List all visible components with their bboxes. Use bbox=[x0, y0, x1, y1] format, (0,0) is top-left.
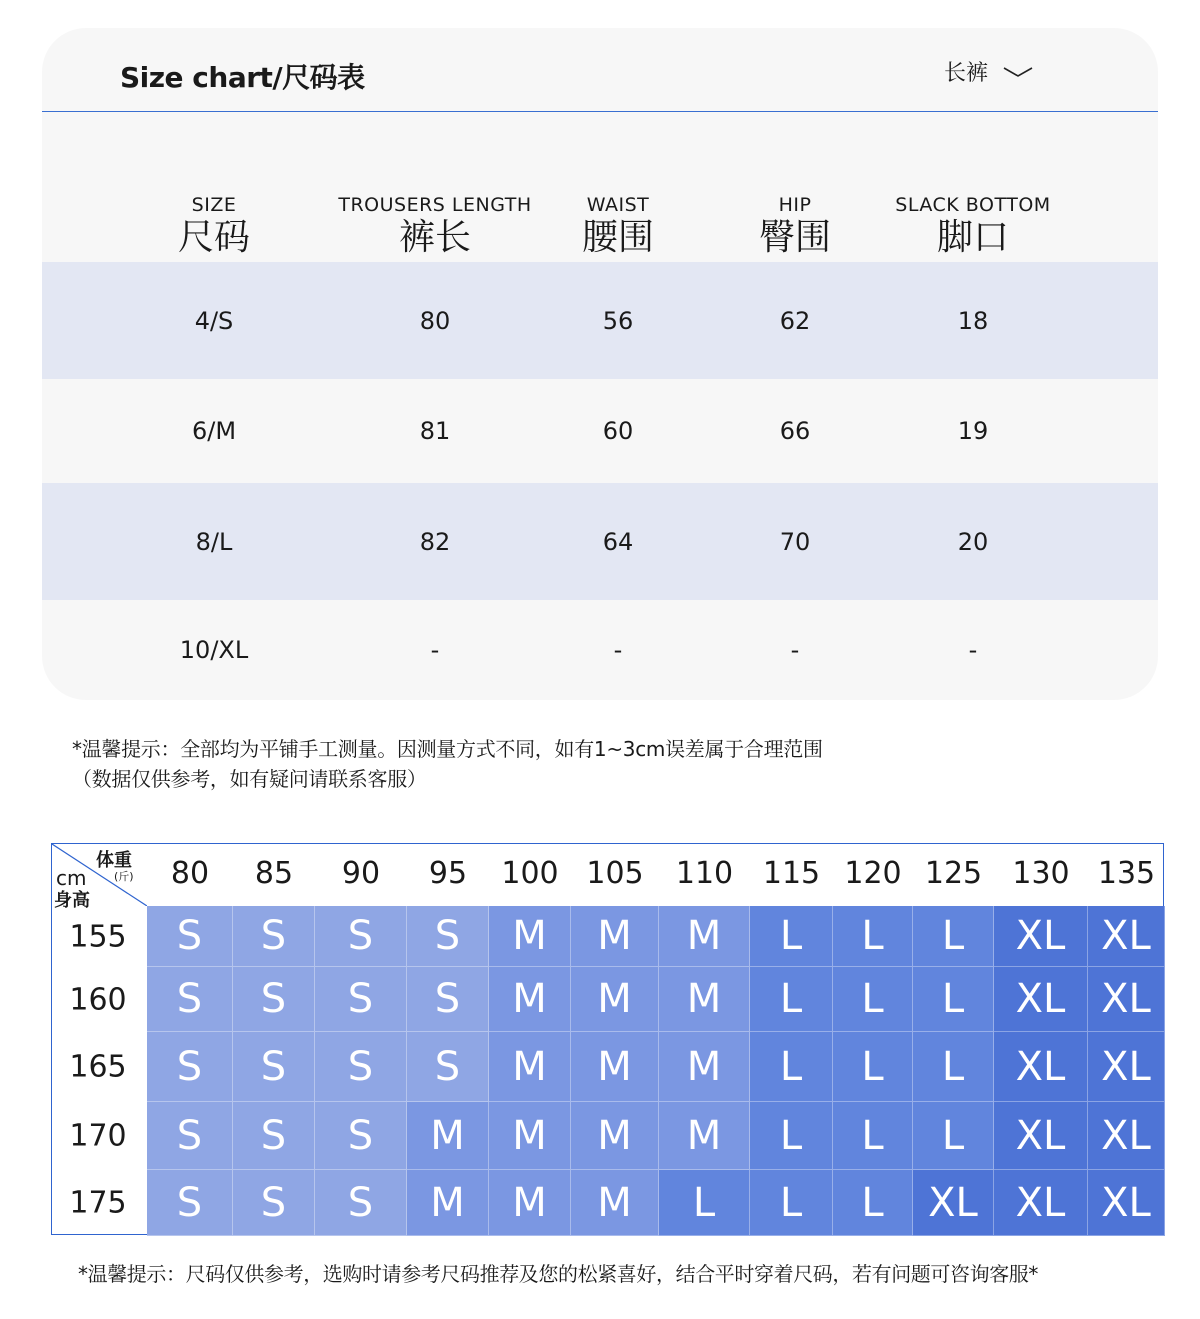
table-cell: 60 bbox=[602, 417, 634, 445]
size-cell: L bbox=[833, 1102, 913, 1170]
size-cell: M bbox=[571, 906, 659, 967]
table-cell: 10/XL bbox=[179, 636, 249, 664]
size-cell: M bbox=[659, 1032, 750, 1102]
size-cell: S bbox=[233, 906, 315, 967]
size-cell: L bbox=[913, 906, 994, 967]
size-cell: M bbox=[571, 1170, 659, 1236]
weight-header: 105 bbox=[586, 856, 644, 891]
table-cell: 56 bbox=[602, 306, 634, 335]
size-cell: XL bbox=[1088, 967, 1165, 1032]
table-cell: 18 bbox=[957, 306, 989, 335]
table-row bbox=[42, 379, 1158, 483]
size-cell: M bbox=[489, 1102, 571, 1170]
column-header-en: TROUSERS LENGTH bbox=[338, 194, 532, 216]
table-cell: 66 bbox=[779, 417, 811, 445]
size-cell: L bbox=[750, 1032, 833, 1102]
size-cell: M bbox=[489, 1170, 571, 1236]
weight-unit-label: (斤) bbox=[114, 870, 134, 883]
weight-header: 110 bbox=[675, 856, 734, 891]
size-cell: L bbox=[833, 1032, 913, 1102]
size-cell: S bbox=[147, 1102, 233, 1170]
height-header: 160 bbox=[69, 982, 127, 1017]
size-cell: XL bbox=[1088, 1170, 1165, 1236]
size-cell: XL bbox=[913, 1170, 994, 1236]
table-cell: 6/M bbox=[191, 417, 237, 445]
size-cell: XL bbox=[994, 1032, 1088, 1102]
size-cell: S bbox=[147, 1170, 233, 1236]
size-cell: L bbox=[913, 1102, 994, 1170]
weight-header: 115 bbox=[762, 856, 821, 891]
size-cell: XL bbox=[994, 967, 1088, 1032]
size-cell: L bbox=[913, 1032, 994, 1102]
column-header-en: HIP bbox=[778, 194, 812, 216]
weight-header: 135 bbox=[1097, 856, 1156, 891]
recommendation-note: *温馨提示：尺码仅供参考，选购时请参考尺码推荐及您的松紧喜好，结合平时穿着尺码，若有问题可咨询客服* bbox=[78, 1262, 1038, 1286]
weight-header: 80 bbox=[170, 856, 210, 891]
table-cell: 19 bbox=[957, 417, 989, 445]
size-cell: S bbox=[315, 967, 407, 1032]
size-cell: M bbox=[571, 967, 659, 1032]
size-chart-header bbox=[42, 28, 1158, 112]
size-cell: XL bbox=[1088, 906, 1165, 967]
size-cell: L bbox=[833, 1170, 913, 1236]
chevron-down-icon bbox=[1002, 65, 1034, 79]
weight-header: 85 bbox=[254, 856, 294, 891]
height-header: 155 bbox=[69, 919, 127, 954]
size-cell: M bbox=[571, 1102, 659, 1170]
size-cell: S bbox=[315, 906, 407, 967]
height-axis-label: 身高 bbox=[54, 890, 90, 911]
size-cell: S bbox=[147, 1032, 233, 1102]
size-cell: M bbox=[407, 1102, 489, 1170]
table-cell: 82 bbox=[419, 527, 451, 556]
measurement-note-line1: *温馨提示：全部均为平铺手工测量。因测量方式不同，如有1~3cm误差属于合理范围 bbox=[72, 737, 823, 761]
weight-axis-label: 体重 bbox=[96, 850, 132, 871]
size-cell: S bbox=[407, 967, 489, 1032]
weight-header: 90 bbox=[341, 856, 381, 891]
size-cell: L bbox=[750, 906, 833, 967]
size-cell: S bbox=[147, 967, 233, 1032]
weight-header: 130 bbox=[1012, 856, 1070, 891]
table-cell: 80 bbox=[419, 306, 451, 335]
size-cell: M bbox=[659, 906, 750, 967]
column-header bbox=[178, 194, 250, 258]
column-header-en: SLACK BOTTOM bbox=[895, 194, 1051, 216]
table-cell: 8/L bbox=[195, 527, 233, 556]
size-cell: XL bbox=[994, 906, 1088, 967]
column-header-cn: 臀围 bbox=[758, 217, 832, 258]
size-cell: M bbox=[571, 1032, 659, 1102]
garment-type-label: 长裤 bbox=[944, 61, 989, 86]
column-header bbox=[759, 194, 831, 258]
size-cell: M bbox=[489, 906, 571, 967]
size-cell: L bbox=[750, 1102, 833, 1170]
table-row bbox=[42, 262, 1158, 379]
size-cell: XL bbox=[994, 1170, 1088, 1236]
height-header: 165 bbox=[69, 1049, 127, 1085]
size-cell: S bbox=[407, 1032, 489, 1102]
table-cell: 70 bbox=[779, 527, 811, 556]
size-cell: XL bbox=[1088, 1032, 1165, 1102]
height-header: 175 bbox=[69, 1185, 127, 1221]
column-header-cn: 腰围 bbox=[581, 217, 655, 258]
size-cell: S bbox=[233, 967, 315, 1032]
column-header bbox=[895, 194, 1050, 258]
size-cell: S bbox=[315, 1170, 407, 1236]
size-cell: XL bbox=[1088, 1102, 1165, 1170]
size-cell: S bbox=[233, 1102, 315, 1170]
height-header: 170 bbox=[69, 1118, 127, 1154]
table-cell: 20 bbox=[957, 527, 989, 556]
weight-header: 100 bbox=[501, 856, 559, 891]
table-cell: 62 bbox=[779, 306, 811, 335]
table-row bbox=[42, 600, 1158, 700]
size-cell: S bbox=[407, 906, 489, 967]
column-header bbox=[582, 194, 654, 258]
table-cell: 81 bbox=[419, 417, 451, 445]
height-unit-label: cm bbox=[56, 866, 87, 890]
measurement-note bbox=[72, 734, 823, 794]
column-header bbox=[338, 194, 531, 258]
table-cell: 64 bbox=[602, 527, 634, 556]
size-cell: M bbox=[659, 967, 750, 1032]
table-cell: - bbox=[430, 636, 440, 664]
size-cell: S bbox=[233, 1170, 315, 1236]
size-cell: S bbox=[147, 906, 233, 967]
size-cell: M bbox=[407, 1170, 489, 1236]
weight-header: 120 bbox=[844, 856, 902, 891]
table-cell: - bbox=[968, 636, 978, 664]
column-header-en: WAIST bbox=[586, 194, 650, 216]
size-recommendation-grid bbox=[51, 843, 1164, 1235]
size-cell: S bbox=[315, 1102, 407, 1170]
size-cell: L bbox=[833, 906, 913, 967]
size-cell: S bbox=[315, 1032, 407, 1102]
size-cell: M bbox=[489, 1032, 571, 1102]
size-cell: L bbox=[750, 967, 833, 1032]
measurement-note-line2: （数据仅供参考，如有疑问请联系客服） bbox=[72, 767, 427, 791]
weight-header: 95 bbox=[428, 856, 468, 891]
size-cell: L bbox=[833, 967, 913, 1032]
table-cell: - bbox=[613, 636, 623, 664]
size-cell: M bbox=[659, 1102, 750, 1170]
size-cell: XL bbox=[994, 1102, 1088, 1170]
garment-type-dropdown[interactable] bbox=[944, 56, 1034, 87]
column-header-cn: 裤长 bbox=[398, 217, 471, 258]
table-cell: - bbox=[790, 636, 800, 664]
column-header-cn: 脚口 bbox=[936, 217, 1009, 258]
weight-header: 125 bbox=[924, 856, 983, 891]
size-chart-title: Size chart/尺码表 bbox=[120, 61, 365, 94]
grid-corner-header bbox=[52, 844, 147, 911]
size-chart-card bbox=[42, 28, 1158, 700]
column-header-cn: 尺码 bbox=[177, 217, 251, 258]
size-cell: L bbox=[750, 1170, 833, 1236]
column-header-en: SIZE bbox=[191, 194, 237, 216]
size-cell: L bbox=[659, 1170, 750, 1236]
table-cell: 4/S bbox=[194, 306, 234, 335]
size-cell: L bbox=[913, 967, 994, 1032]
size-cell: M bbox=[489, 967, 571, 1032]
size-cell: S bbox=[233, 1032, 315, 1102]
table-row bbox=[42, 483, 1158, 600]
